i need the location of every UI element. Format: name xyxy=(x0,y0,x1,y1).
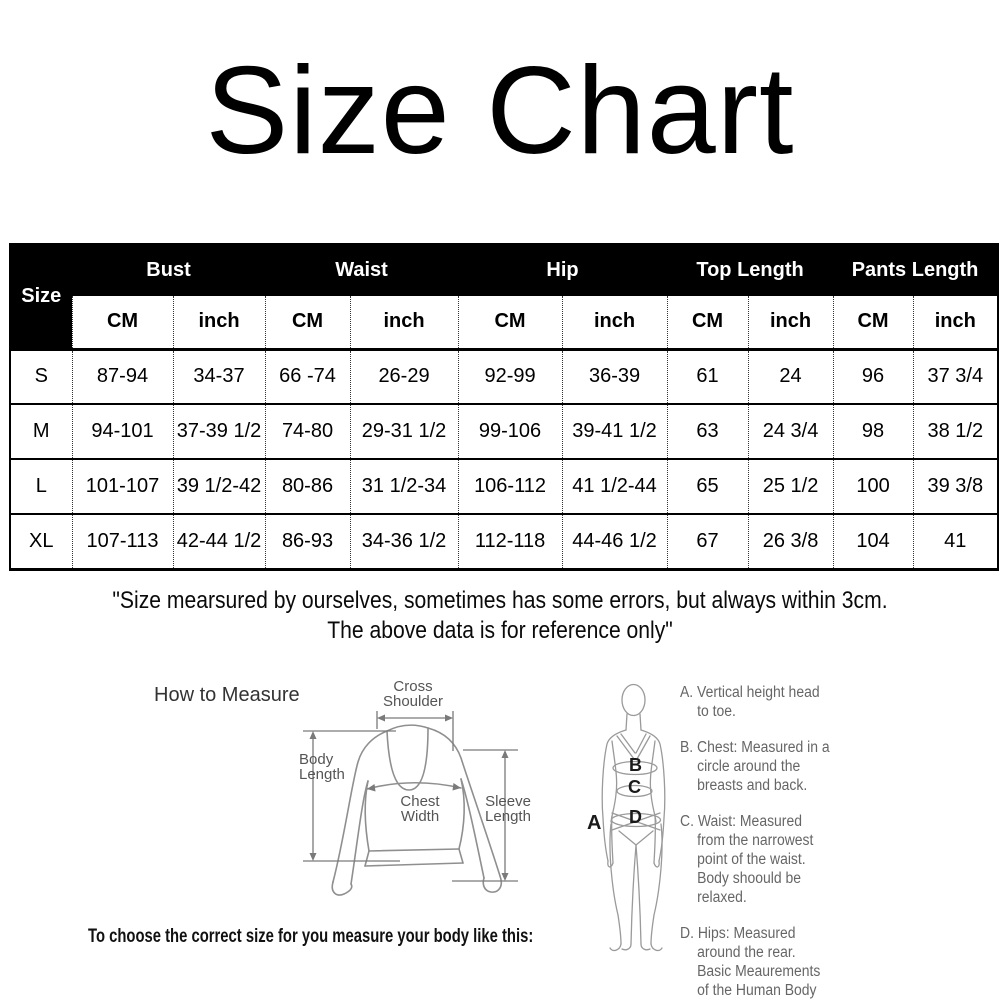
size-cell: XL xyxy=(10,514,72,569)
measurement-cell: 74-80 xyxy=(265,404,350,459)
table-group-header-row xyxy=(10,244,998,296)
measurement-cell: 99-106 xyxy=(458,404,562,459)
measurement-cell: 112-118 xyxy=(458,514,562,569)
measurement-cell: 92-99 xyxy=(458,349,562,404)
note-b: B. Chest: Measured in a circle around the breasts and back. xyxy=(680,739,830,794)
measurement-cell: 39-41 1/2 xyxy=(562,404,667,459)
figure-label-d: D xyxy=(629,807,642,827)
figure-label-b: B xyxy=(629,755,642,775)
unit-header: CM xyxy=(833,296,913,349)
unit-header: CM xyxy=(265,296,350,349)
group-header-pants-length: Pants Length xyxy=(833,244,998,296)
measurement-cell: 34-37 xyxy=(173,349,265,404)
size-cell: S xyxy=(10,349,72,404)
measure-instruction-text: To choose the correct size for you measure your body like this: xyxy=(88,926,534,947)
body-length-label: Body Length xyxy=(299,751,345,783)
table-unit-header-row xyxy=(10,296,998,349)
unit-header: inch xyxy=(350,296,458,349)
measurement-cell: 37 3/4 xyxy=(913,349,998,404)
unit-header: CM xyxy=(458,296,562,349)
measurement-cell: 80-86 xyxy=(265,459,350,514)
measurement-cell: 42-44 1/2 xyxy=(173,514,265,569)
measurement-cell: 104 xyxy=(833,514,913,569)
measurement-cell: 61 xyxy=(667,349,748,404)
measurement-cell: 38 1/2 xyxy=(913,404,998,459)
cross-shoulder-label: Cross Shoulder xyxy=(382,678,444,710)
measurement-cell: 37-39 1/2 xyxy=(173,404,265,459)
measurement-cell: 36-39 xyxy=(562,349,667,404)
page-title: Size Chart xyxy=(205,42,795,180)
unit-header: inch xyxy=(173,296,265,349)
size-table xyxy=(9,243,999,571)
table-row xyxy=(10,349,998,404)
measurement-cell: 41 xyxy=(913,514,998,569)
measurement-cell: 107-113 xyxy=(72,514,173,569)
measurement-cell: 94-101 xyxy=(72,404,173,459)
measurement-cell: 100 xyxy=(833,459,913,514)
sleeve-length-label: Sleeve Length xyxy=(485,793,531,825)
measurement-cell: 86-93 xyxy=(265,514,350,569)
unit-header: inch xyxy=(748,296,833,349)
measurement-cell: 65 xyxy=(667,459,748,514)
measurement-cell: 101-107 xyxy=(72,459,173,514)
note-a: A. Vertical height head to toe. xyxy=(680,684,820,720)
measurement-cell: 66 -74 xyxy=(265,349,350,404)
how-to-measure-heading: How to Measure xyxy=(154,684,300,706)
measurement-cell: 98 xyxy=(833,404,913,459)
group-header-bust: Bust xyxy=(72,244,265,296)
disclaimer-line-2: The above data is for reference only" xyxy=(327,617,673,644)
group-header-hip: Hip xyxy=(458,244,667,296)
figure-label-c: C xyxy=(628,777,641,797)
measurement-cell: 31 1/2-34 xyxy=(350,459,458,514)
measurement-cell: 24 xyxy=(748,349,833,404)
table-row xyxy=(10,514,998,569)
measurement-cell: 96 xyxy=(833,349,913,404)
unit-header: CM xyxy=(72,296,173,349)
table-row xyxy=(10,459,998,514)
figure-label-a: A xyxy=(587,812,602,834)
measurement-cell: 39 1/2-42 xyxy=(173,459,265,514)
unit-header: inch xyxy=(562,296,667,349)
measurement-cell: 34-36 1/2 xyxy=(350,514,458,569)
size-cell: L xyxy=(10,459,72,514)
size-cell: M xyxy=(10,404,72,459)
measurement-cell: 87-94 xyxy=(72,349,173,404)
measurement-cell: 26 3/8 xyxy=(748,514,833,569)
measurement-cell: 44-46 1/2 xyxy=(562,514,667,569)
measurement-cell: 24 3/4 xyxy=(748,404,833,459)
measurement-notes xyxy=(680,683,838,1000)
group-header-top-length: Top Length xyxy=(667,244,833,296)
table-row xyxy=(10,404,998,459)
measurement-cell: 29-31 1/2 xyxy=(350,404,458,459)
unit-header: CM xyxy=(667,296,748,349)
chest-width-label: Chest Width xyxy=(400,793,440,825)
note-c: C. Waist: Measured from the narrowest point of the waist. Body shoould be relaxed. xyxy=(680,813,814,906)
unit-header: inch xyxy=(913,296,998,349)
disclaimer-line-1: "Size mearsured by ourselves, sometimes has some errors, but always within 3cm. xyxy=(112,587,888,614)
measurement-cell: 41 1/2-44 xyxy=(562,459,667,514)
measurement-cell: 63 xyxy=(667,404,748,459)
measurement-cell: 67 xyxy=(667,514,748,569)
measurement-cell: 26-29 xyxy=(350,349,458,404)
measurement-cell: 106-112 xyxy=(458,459,562,514)
measurement-cell: 25 1/2 xyxy=(748,459,833,514)
measurement-cell: 39 3/8 xyxy=(913,459,998,514)
size-column-header: Size xyxy=(10,244,72,349)
note-d: D. Hips: Measured around the rear. Basic Meaurements of the Human Body xyxy=(680,925,821,999)
group-header-waist: Waist xyxy=(265,244,458,296)
disclaimer-text xyxy=(60,586,940,646)
